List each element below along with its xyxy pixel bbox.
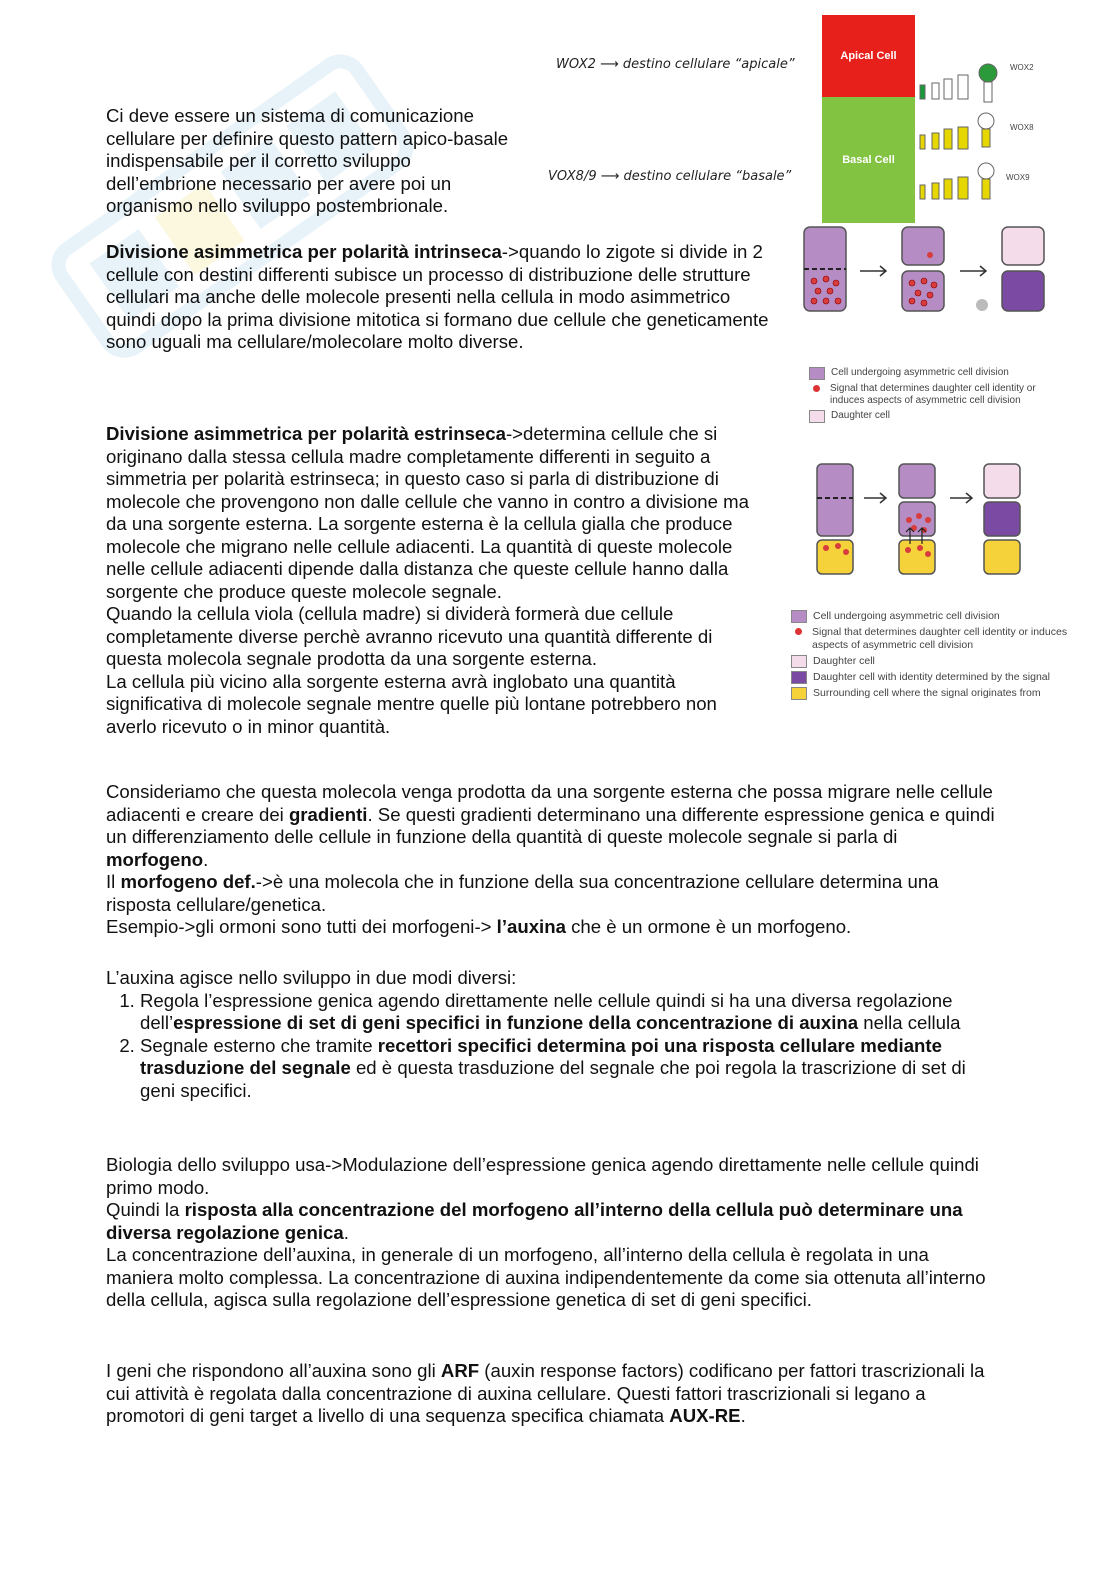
q-text-a: Quindi la <box>106 1199 185 1220</box>
vox89-label: VOX8/9 <box>548 169 597 184</box>
legend2-undergoing: Cell undergoing asymmetric cell division <box>813 610 1000 622</box>
morphogen-definition <box>106 871 996 916</box>
morphogen-paragraph <box>106 781 996 871</box>
intrinsic-paragraph <box>106 241 771 354</box>
concentration-paragraph: La concentrazione dell’auxina, in generale di un morfogeno, all’interno della cellula è regolata in una maniera molto complessa. La concentrazione di auxina indipendentemente da come sia ottenuta all’interno della cellula, agisca sulla regolazione dell’espressione genetica di set di geni specifici. <box>106 1244 986 1310</box>
signal-dot-icon <box>795 628 802 635</box>
auxin-section <box>106 967 996 1102</box>
biology-section <box>106 1154 996 1312</box>
arf-text-a: I geni che rispondono all’auxina sono gli <box>106 1360 441 1381</box>
morph-morfogeno: morfogeno <box>106 848 204 870</box>
arf-text-e: . <box>740 1405 746 1426</box>
extrinsic-title: Divisione asimmetrica per polarità estrinseca <box>106 423 506 444</box>
li2-text-c: ed è questa trasduzione del segnale che poi regola la trascrizione di set di geni specifici. <box>140 1057 966 1101</box>
arf-paragraph <box>106 1360 996 1428</box>
swatch-mother <box>809 367 825 380</box>
gene-wox9-label: WOX9 <box>1006 173 1030 182</box>
q-bold: risposta alla concentrazione del morfogeno all’interno della cellula può determinare una diversa regolazione genica <box>106 1199 963 1243</box>
li1-bold: espressione di set di geni specifici in funzione della concentrazione di auxina <box>173 1012 859 1033</box>
swatch-mother <box>791 610 807 623</box>
arrow-icon: ⟶ <box>600 57 623 72</box>
ex-text-a: Esempio->gli ormoni sono tutti dei morfogeni-> <box>106 916 497 937</box>
signal-dot-icon <box>813 385 820 392</box>
arf-text-c: (auxin response factors) codificano per fattori trascrizionali la cui attività è regolata dalla concentrazione di auxina cellulare. Questi fattori trascrizionali si legano a promotori di geni target a livello di una sequenza specifica chiamata <box>106 1360 985 1426</box>
def-term: morfogeno def. <box>120 871 256 892</box>
morph-text-c: . Se questi gradienti determinano una differente espressione genica e quindi un differenziamento delle cellule in funzione della quantità di queste molecole segnale si parla di <box>106 803 995 847</box>
list-item <box>140 990 996 1035</box>
ex-auxina: l’auxina <box>496 916 566 937</box>
apical-cell-block <box>822 15 915 97</box>
morphogen-example <box>106 916 996 939</box>
def-text-a: Il <box>106 871 121 892</box>
extrinsic-paragraph <box>106 423 771 603</box>
legend2-surrounding: Surrounding cell where the signal originates from <box>813 687 1041 699</box>
wox2-label: WOX2 <box>556 57 596 72</box>
swatch-daughter-signal <box>791 671 807 684</box>
li1-text-a: Regola l’espressione genica agendo direttamente nelle cellule quindi si ha una diversa regolazione dell’ <box>140 989 953 1033</box>
intrinsic-division-figure <box>800 225 1050 320</box>
morph-text-e: . <box>203 848 209 870</box>
embryo-stages-icon <box>918 55 1003 215</box>
wox2-fate: destino cellulare “apicale” <box>622 57 795 72</box>
basal-cell-block <box>822 97 915 223</box>
basal-cell-label: Basal Cell <box>842 154 895 166</box>
apical-cell-label: Apical Cell <box>840 50 897 62</box>
vox89-annotation <box>548 169 791 184</box>
morph-gradienti: gradienti <box>288 803 368 825</box>
gene-wox2-label: WOX2 <box>1010 63 1034 72</box>
extrinsic-paragraph-3: La cellula più vicino alla sorgente esterna avrà inglobato una quantità significativa di molecole segnale mentre quelle più lontane potrebbero non averlo ricevuto o in minor quantità. <box>106 670 717 737</box>
arf-term: ARF <box>440 1360 480 1381</box>
aux-re-term: AUX-RE <box>669 1405 741 1426</box>
extrinsic-body: ->determina cellule che si originano dalla stessa cellula madre completamente differenti in seguito a simmetria per polarità estrinseca; in questo caso si parla di distribuzione di molecole che provengono non dalle cellule che vanno in contro a divisione ma da una sorgente esterna. La sorgente esterna è la cellula gialla che produce molecole che migrano nelle cellule adiacenti. La quantità di queste molecole nelle cellule adiacenti dipende dalla distanza che queste cellule hanno dalla sorgente che produce queste molecole segnale. <box>106 423 749 602</box>
response-paragraph <box>106 1199 996 1244</box>
legend2-daughter-signal: Daughter cell with identity determined by the signal <box>813 671 1050 683</box>
legend-intrinsic <box>809 367 1039 426</box>
vox89-fate: destino cellulare “basale” <box>623 169 792 184</box>
legend-extrinsic <box>791 610 1081 703</box>
extrinsic-section <box>106 423 771 738</box>
extrinsic-division-figure <box>812 462 1042 578</box>
legend1-undergoing: Cell undergoing asymmetric cell division <box>831 367 1009 378</box>
legend1-signal: Signal that determines daughter cell identity or induces aspects of asymmetric cell division <box>830 383 1036 406</box>
swatch-surrounding <box>791 687 807 700</box>
auxin-intro: L’auxina agisce nello sviluppo in due modi diversi: <box>106 967 517 988</box>
morph-text-a: Consideriamo che questa molecola venga prodotta da una sorgente esterna che possa migrare nelle cellule adiacenti e creare dei <box>106 781 993 825</box>
intrinsic-body: ->quando lo zigote si divide in 2 cellule con destini differenti subisce un processo di distribuzione delle strutture cellulari ma anche delle molecole presenti nella cellula in modo asimmetrico quindi dopo la prima divisione mitotica si formano due cellule che geneticamente sono uguali ma cellulare/molecolare molto diverse. <box>106 241 769 352</box>
list-item <box>140 1035 996 1103</box>
arrow-icon: ⟶ <box>600 169 624 184</box>
ex-text-c: che è un ormone è un morfogeno. <box>565 916 852 937</box>
auxin-modes-list <box>106 990 996 1103</box>
li2-bold: recettori specifici determina poi una risposta cellulare mediante trasduzione del segnale <box>140 1034 942 1078</box>
intrinsic-title: Divisione asimmetrica per polarità intrinseca <box>106 241 502 262</box>
li2-text-a: Segnale esterno che tramite <box>140 1034 378 1056</box>
legend2-daughter: Daughter cell <box>813 655 875 667</box>
intro-paragraph: Ci deve essere un sistema di comunicazione cellulare per definire questo pattern apico-basale indispensabile per il corretto sviluppo dell’embrione necessario per avere poi un organismo nello sviluppo postembrionale. <box>106 105 509 216</box>
legend2-signal: Signal that determines daughter cell identity or induces aspects of asymmetric cell division <box>812 626 1068 651</box>
apical-basal-figure <box>822 15 1042 225</box>
legend1-daughter: Daughter cell <box>831 410 890 421</box>
li1-text-c: nella cellula <box>858 1012 961 1033</box>
swatch-daughter <box>809 410 825 423</box>
extrinsic-paragraph-2: Quando la cellula viola (cellula madre) si dividerà formerà due cellule completamente diverse perchè avranno ricevuto una quantità differente di questa molecola segnale prodotta da una sorgente esterna. <box>106 603 713 669</box>
gene-wox8-label: WOX8 <box>1010 123 1034 132</box>
wox2-annotation <box>556 57 795 72</box>
morphogen-section <box>106 781 996 939</box>
swatch-daughter <box>791 655 807 668</box>
def-text-c: ->è una molecola che in funzione della sua concentrazione cellulare determina una risposta cellulare/genetica. <box>106 871 939 915</box>
q-text-c: . <box>343 1221 349 1243</box>
biology-paragraph: Biologia dello sviluppo usa->Modulazione dell’espressione genica agendo direttamente nelle cellule quindi primo modo. <box>106 1154 979 1198</box>
